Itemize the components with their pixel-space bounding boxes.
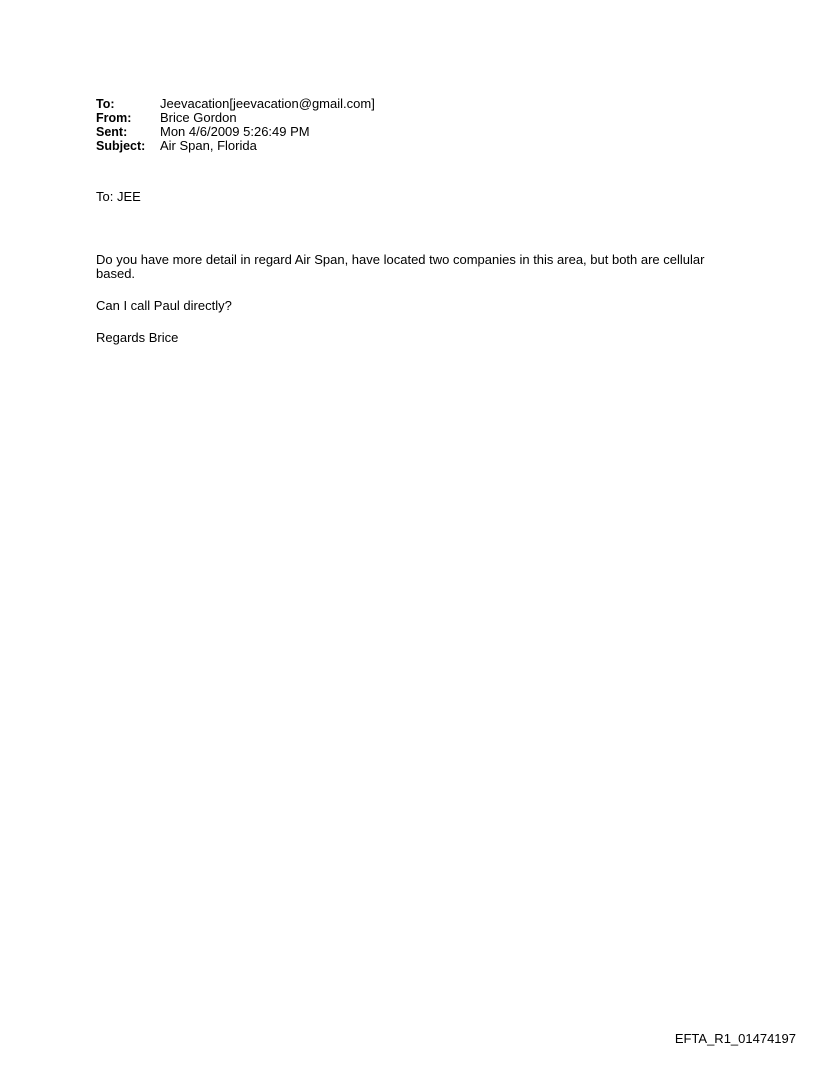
header-row-subject [96, 139, 375, 153]
email-body-paragraph: Do you have more detail in regard Air Span, have located two companies in this area, but both are cellular based. [96, 252, 705, 281]
header-value-to: Jeevacation[jeevacation@gmail.com] [160, 96, 375, 111]
document-id-stamp: EFTA_R1_01474197 [674, 1031, 796, 1046]
header-value-sent: Mon 4/6/2009 5:26:49 PM [160, 124, 310, 139]
header-row-to [96, 97, 375, 111]
header-label-to: To: [96, 97, 115, 111]
email-header [96, 97, 375, 153]
header-label-sent: Sent: [96, 125, 128, 139]
email-question-paragraph: Can I call Paul directly? [96, 298, 232, 313]
header-value-subject: Air Span, Florida [160, 138, 257, 153]
header-label-subject: Subject: [96, 139, 146, 153]
header-row-sent [96, 125, 375, 139]
email-salutation: To: JEE [96, 189, 141, 204]
header-label-from: From: [96, 111, 132, 125]
header-value-from: Brice Gordon [160, 110, 237, 125]
email-signoff: Regards Brice [96, 330, 179, 345]
header-row-from [96, 111, 375, 125]
